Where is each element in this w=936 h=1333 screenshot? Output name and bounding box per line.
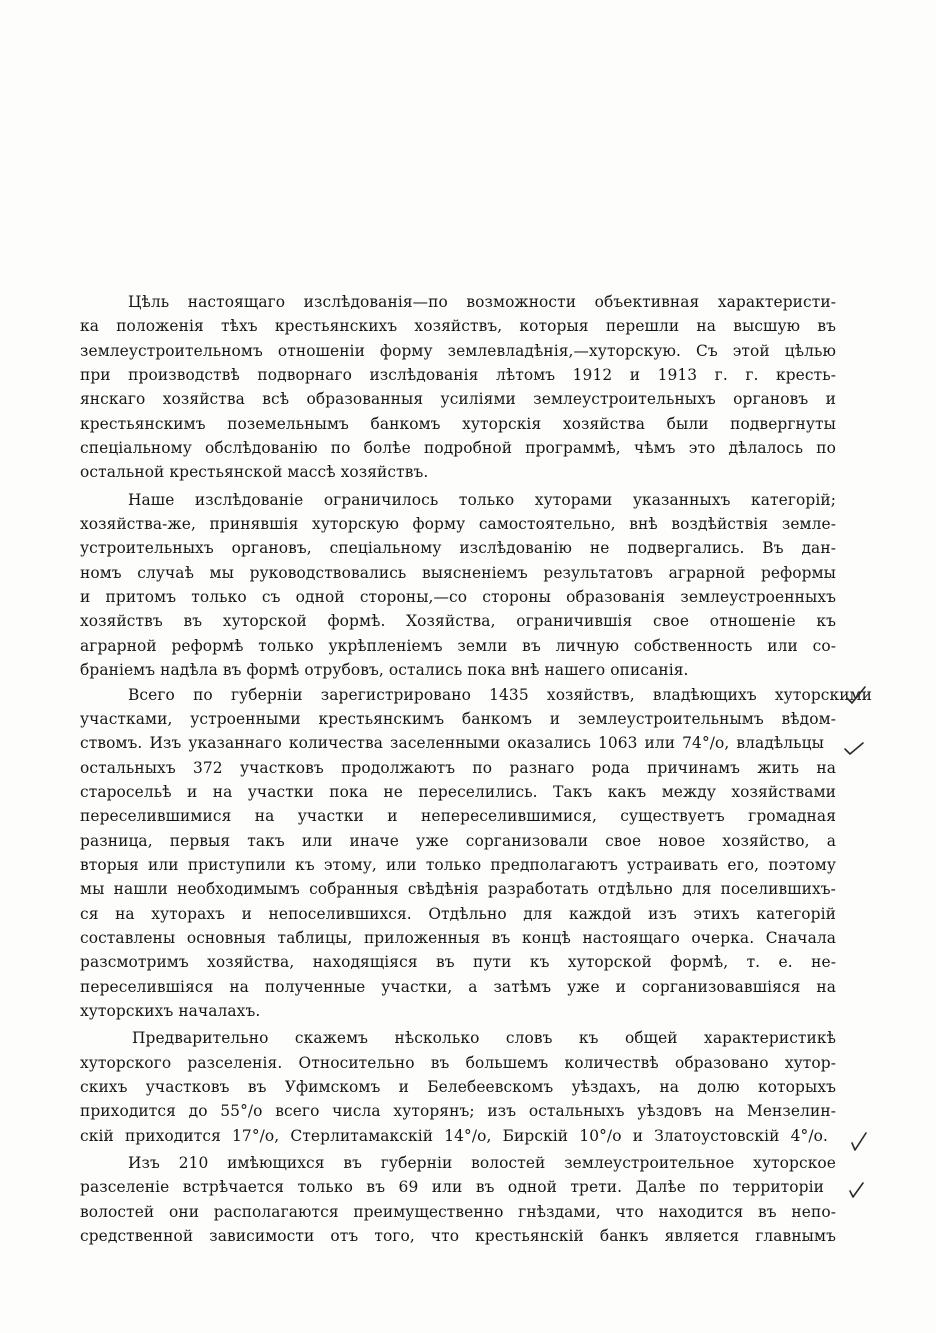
text-line: хозяйствъ въ хуторской формѣ. Хозяйства, ограничившія свое отношеніе къ [80,612,836,631]
text-line: скихъ участковъ въ Уфимскомъ и Белебеевскомъ уѣздахъ, на долю которыхъ [80,1078,836,1096]
text-line: Цѣль настоящаго изслѣдованія—по возможности объективная характеристи- [128,293,836,311]
text-line: хуторского разселенія. Относительно въ большемъ количествѣ образовано хутор- [80,1053,836,1072]
text-line: старосельѣ и на участки пока не переселились. Такъ какъ между хозяйствами [80,782,836,801]
text-line: разселеніе встрѣчается только въ 69 или въ одной трети. Далѣе по территоріи [80,1178,824,1197]
text-line: переселившіяся на полученные участки, а затѣмъ уже и сорганизовавшіяся на [80,977,836,996]
text-line: землеустроительномъ отношеніи форму землевладѣнія,—хуторскую. Съ этой цѣлью [80,341,836,360]
text-line: Наше изслѣдованіе ограничилось только хуторами указанныхъ категорій; [128,490,836,509]
text-line: ствомъ. Изъ указаннаго количества заселенными оказались 1063 или 74°/о, владѣльцы [80,734,824,753]
text-line: Предварительно скажемъ нѣсколько словъ къ общей характеристикѣ [132,1029,836,1048]
text-line: ся на хуторахъ и непоселившихся. Отдѣльно для каждой изъ этихъ категорій [80,904,836,923]
text-line: хуторскихъ началахъ. [80,1001,261,1020]
paragraph-1 [80,290,836,485]
text-line: составлены основныя таблицы, приложенныя въ концѣ настоящаго очерка. Сначала [80,928,836,947]
text-line: средственной зависимости отъ того, что крестьянскій банкъ является главнымъ [80,1227,836,1246]
text-line: крестьянскимъ поземельнымъ банкомъ хуторскія хозяйства были подвергнуты [80,414,836,433]
text-line: скій приходится 17°/о, Стерлитамакскій 14°/о, Бирскій 10°/о и Златоустовскій 4°/о. [80,1126,828,1145]
text-line: ка положенія тѣхъ крестьянскихъ хозяйствъ, которыя перешли на высшую въ [80,317,836,336]
text-line: спеціальному обслѣдованію по болѣе подробной программѣ, чѣмъ это дѣлалось по [80,439,836,458]
text-line: остальныхъ 372 участковъ продолжаютъ по разнаго рода причинамъ жить на [80,758,836,777]
paragraph-4 [80,1026,836,1148]
text-line: участками, устроенными крестьянскимъ банкомъ и землеустроительнымъ вѣдом- [80,709,836,728]
text-line: и притомъ только съ одной стороны,—со стороны образованія землеустроенныхъ [80,588,836,607]
check-mark-icon [845,684,867,706]
text-line: разница, первыя такъ или иначе уже сорганизовали свое новое хозяйство, а [80,831,836,850]
text-line: при производствѣ подворнаго изслѣдованія лѣтомъ 1912 и 1913 г. г. кресть- [80,366,836,385]
text-line: Изъ 210 имѣющихся въ губерніи волостей землеустроительное хуторское [128,1154,836,1173]
text-line: волостей они располагаются преимущественно гнѣздами, что находится въ непо- [80,1202,836,1221]
text-line: устроительныхъ органовъ, спеціальному изслѣдованію не подвергались. Въ дан- [80,539,836,558]
text-line: вторыя или приступили къ этому, или только предполагаютъ устраивать его, поэтому [80,855,836,874]
text-line: хозяйства-же, принявшія хуторскую форму самостоятельно, внѣ воздѣйствія земле- [80,515,836,534]
text-line: приходится до 55°/о всего числа хуторянъ; изъ остальныхъ уѣздовъ на Мензелин- [80,1102,836,1121]
text-line: мы нашли необходимымъ собранныя свѣдѣнія разработать отдѣльно для поселившихъ- [80,880,836,899]
paragraph-2 [80,488,836,683]
text-line: браніемъ надѣла въ формѣ отрубовъ, остались пока внѣ нашего описанія. [80,661,689,680]
paragraph-3 [80,683,872,1024]
text-line: янскаго хозяйства всѣ образованныя усиліями землеустроительныхъ органовъ и [80,390,836,409]
text-line: аграрной реформѣ только укрѣпленіемъ земли въ личную собственность или со- [80,636,836,655]
body-text [80,290,872,1248]
check-mark-icon [843,737,865,759]
paragraph-5 [80,1151,836,1248]
check-mark-icon [846,1181,868,1203]
text-line: Всего по губерніи зарегистрировано 1435 хозяйствъ, владѣющихъ хуторскими [128,685,872,704]
check-mark-icon [848,1131,870,1153]
text-line: остальной крестьянской массѣ хозяйствъ. [80,463,429,482]
text-line: переселившимися на участки и непереселившимися, существуетъ громадная [80,807,836,826]
text-line: разсмотримъ хозяйства, находящіяся въ пути къ хуторской формѣ, т. е. не- [80,953,836,972]
text-line: номъ случаѣ мы руководствовались выясненіемъ результатовъ аграрной реформы [80,563,836,582]
